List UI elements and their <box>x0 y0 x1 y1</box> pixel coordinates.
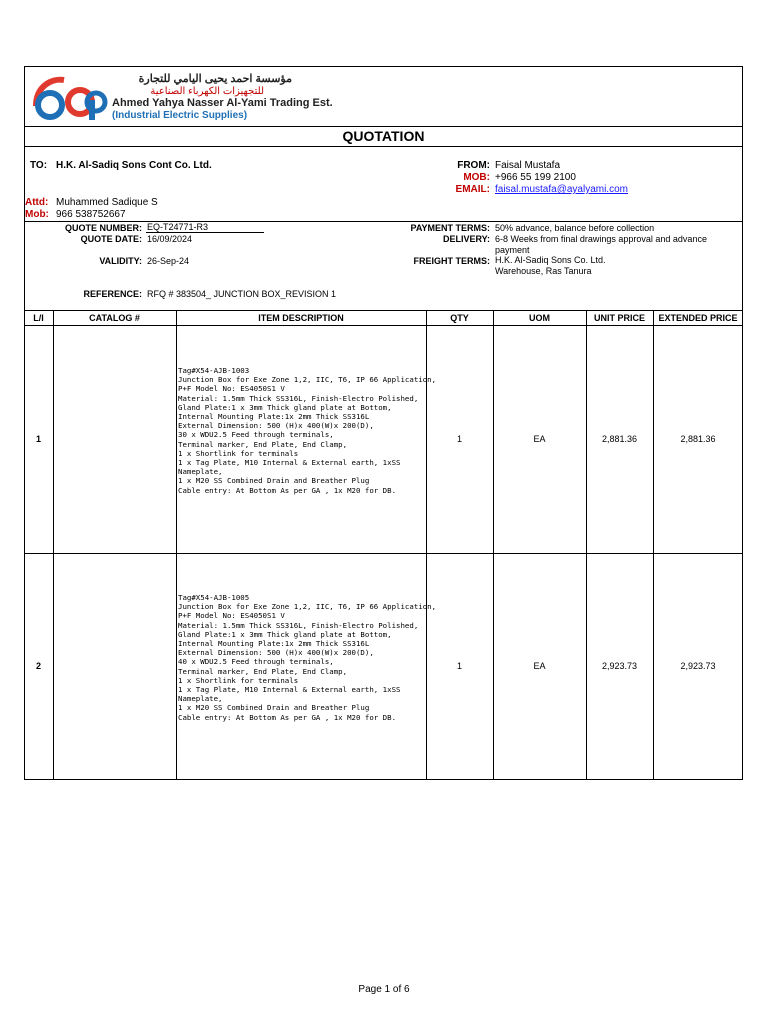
page-number: Page 1 of 6 <box>358 984 410 995</box>
email-label: EMAIL: <box>455 184 490 195</box>
to-value: H.K. Al-Sadiq Sons Cont Co. Ltd. <box>56 160 212 171</box>
quote-number-value: EQ-T24771-R3 <box>147 222 209 232</box>
reference-label: REFERENCE: <box>83 289 142 299</box>
col-header-uom: UOM <box>529 313 550 323</box>
delivery-label: DELIVERY: <box>442 234 490 244</box>
delivery-value-line2: payment <box>495 245 530 255</box>
validity-value: 26-Sep-24 <box>147 256 190 266</box>
quote-number-label: QUOTE NUMBER: <box>65 223 142 233</box>
company-english-name: Ahmed Yahya Nasser Al-Yami Trading Est. <box>112 97 333 109</box>
attd-value: Muhammed Sadique S <box>56 197 158 208</box>
page-title: QUOTATION <box>342 128 425 144</box>
col-header-catalog: CATALOG # <box>89 313 140 323</box>
col-header-extended-price: EXTENDED PRICE <box>658 313 738 323</box>
payment-terms-value: 50% advance, balance before collection <box>495 223 655 233</box>
attd-label: Attd: <box>25 197 49 208</box>
mob-value: +966 55 199 2100 <box>495 172 576 183</box>
table-row-1-extended-price: 2,881.36 <box>680 434 716 444</box>
table-row-1-uom: EA <box>533 434 546 444</box>
mob-label: MOB: <box>463 172 490 183</box>
col-header-description: ITEM DESCRIPTION <box>258 313 344 323</box>
col-header-qty: QTY <box>450 313 469 323</box>
table-row-2-extended-price: 2,923.73 <box>680 661 716 671</box>
quote-date-value: 16/09/2024 <box>147 234 193 244</box>
company-tagline: (Industrial Electric Supplies) <box>112 110 248 121</box>
table-row-2-qty: 1 <box>456 661 462 671</box>
to-label: TO: <box>30 160 48 171</box>
delivery-value: 6-8 Weeks from final drawings approval and advance <box>495 234 707 244</box>
table-row-1-qty: 1 <box>456 434 462 444</box>
table-row-1-unit-price: 2,881.36 <box>601 434 638 444</box>
validity-label: VALIDITY: <box>99 256 142 266</box>
company-logo <box>30 72 108 122</box>
table-row-2-uom: EA <box>533 661 546 671</box>
quote-date-label: QUOTE DATE: <box>80 234 142 244</box>
from-label: FROM: <box>457 160 490 171</box>
freight-terms-value-line2: Warehouse, Ras Tanura <box>495 266 592 276</box>
from-value: Faisal Mustafa <box>495 160 561 171</box>
company-arabic-subtitle: للتجهيزات الكهرباء الصناعية <box>150 86 264 97</box>
freight-terms-value: H.K. Al-Sadiq Sons Co. Ltd. <box>495 255 606 265</box>
mob2-value: 966 538752667 <box>56 209 126 220</box>
table-row-1-li: 1 <box>35 434 41 444</box>
table-row-2-unit-price: 2,923.73 <box>601 661 638 671</box>
freight-terms-label: FREIGHT TERMS: <box>413 256 490 266</box>
col-header-li: L/I <box>33 313 44 323</box>
table-row-2-li: 2 <box>35 661 41 671</box>
table-row-2-description: Tag#X54-AJB-1005 Junction Box for Exe Zone 1,2, IIC, T6, IP 66 Application, P+F Model No: ES4050S1 V Material: 1.5mm Thick SS316L, Finish-Electro Polished, Gland Plate:1 x 3mm Thick gland plate at Bottom, Internal Mounting Plate:1x 2mm Thick SS316L External Dimension: 500 (H)x 400(W)x 200(D), 40 x WDU2.5 Feed through terminals, Terminal marker, End Plate, End Clamp, 1 x Shortlink for terminals 1 x Tag Plate, M10 Internal & External earth, 1xSS Nameplate, 1 x M20 SS Combined Drain and Breather Plug Cable entry: At Bottom As per GA , 1x M20 for DB. <box>178 593 437 722</box>
email-link[interactable]: faisal.mustafa@ayalyami.com <box>495 184 628 195</box>
reference-value: RFQ # 383504_ JUNCTION BOX_REVISION 1 <box>147 289 337 299</box>
table-row-1-description: Tag#X54-AJB-1003 Junction Box for Exe Zone 1,2, IIC, T6, IP 66 Application, P+F Model No: ES4050S1 V Material: 1.5mm Thick SS316L, Finish-Electro Polished, Gland Plate:1 x 3mm Thick gland plate at Bottom, Internal Mounting Plate:1x 2mm Thick SS316L External Dimension: 500 (H)x 400(W)x 200(D), 30 x WDU2.5 Feed through terminals, Terminal marker, End Plate, End Clamp, 1 x Shortlink for terminals 1 x Tag Plate, M10 Internal & External earth, 1xSS Nameplate, 1 x M20 SS Combined Drain and Breather Plug Cable entry: At Bottom As per GA , 1x M20 for DB. <box>178 366 437 495</box>
mob2-label: Mob: <box>25 209 49 220</box>
company-arabic-name: مؤسسة احمد يحيى اليامي للتجارة <box>138 73 292 85</box>
col-header-unit-price: UNIT PRICE <box>593 313 645 323</box>
payment-terms-label: PAYMENT TERMS: <box>410 223 490 233</box>
